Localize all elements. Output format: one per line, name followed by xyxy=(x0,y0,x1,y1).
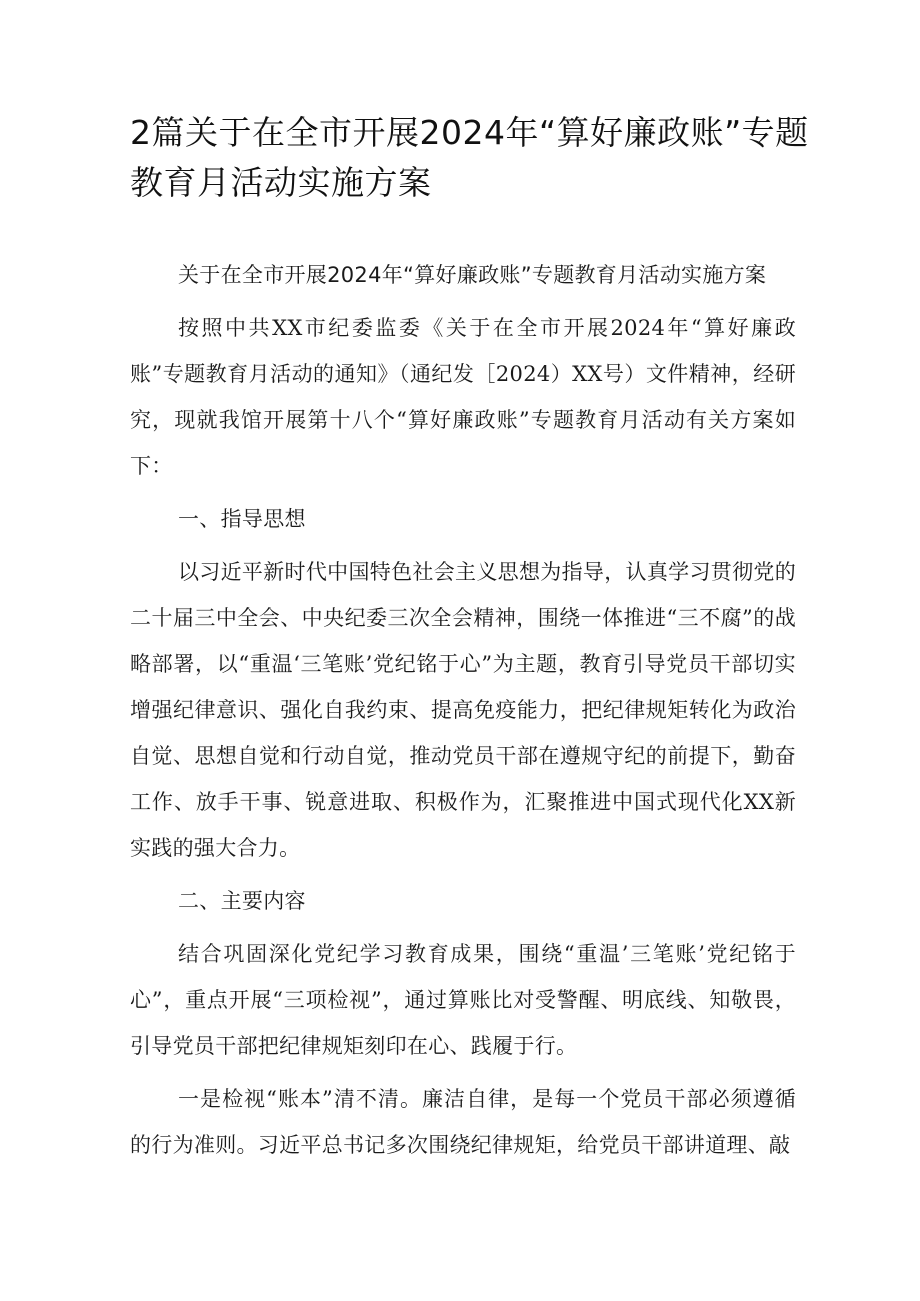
section-heading-main-content: 二、主要内容 xyxy=(178,889,306,913)
document-body xyxy=(130,252,796,1175)
paragraph-guiding-ideology: 以习近平新时代中国特色社会主义思想为指导，认真学习贯彻党的二十届三中全会、中央纪委三次全会精神，围绕一体推进“三不腐”的战略部署，以“重温‘三笔账’党纪铭于心”为主题，教育引导党员干部切实增强纪律意识、强化自我约束、提高免疫能力，把纪律规矩转化为政治自觉、思想自觉和行动自觉，推动党员干部在遵规守纪的前提下，勤奋工作、放手干事、锐意进取、积极作为，汇聚推进中国式现代化XX新实践的强大合力。 xyxy=(130,560,796,860)
paragraph-intro: 按照中共XX市纪委监委《关于在全市开展2024年“算好廉政账”专题教育月活动的通知》（通纪发［2024）XX号）文件精神，经研究，现就我馆开展第十八个“算好廉政账”专题教育月活动有关方案如下： xyxy=(130,316,796,478)
paragraph-main-content: 结合巩固深化党纪学习教育成果，围绕“重温’三笔账’党纪铭于心”，重点开展“三项检视”，通过算账比对受警醒、明底线、知敬畏，引导党员干部把纪律规矩刻印在心、践履于行。 xyxy=(130,942,796,1058)
document-title: 2篇关于在全市开展2024年“算好廉政账”专题教育月活动实施方案 xyxy=(130,113,809,202)
section-heading-guiding-ideology: 一、指导思想 xyxy=(178,507,306,531)
paragraph-first-review: 一是检视“账本”清不清。廉洁自律，是每一个党员干部必须遵循的行为准则。习近平总书记多次围绕纪律规矩，给党员干部讲道理、敲 xyxy=(130,1087,796,1157)
paragraph-subtitle: 关于在全市开展2024年“算好廉政账”专题教育月活动实施方案 xyxy=(178,263,767,287)
